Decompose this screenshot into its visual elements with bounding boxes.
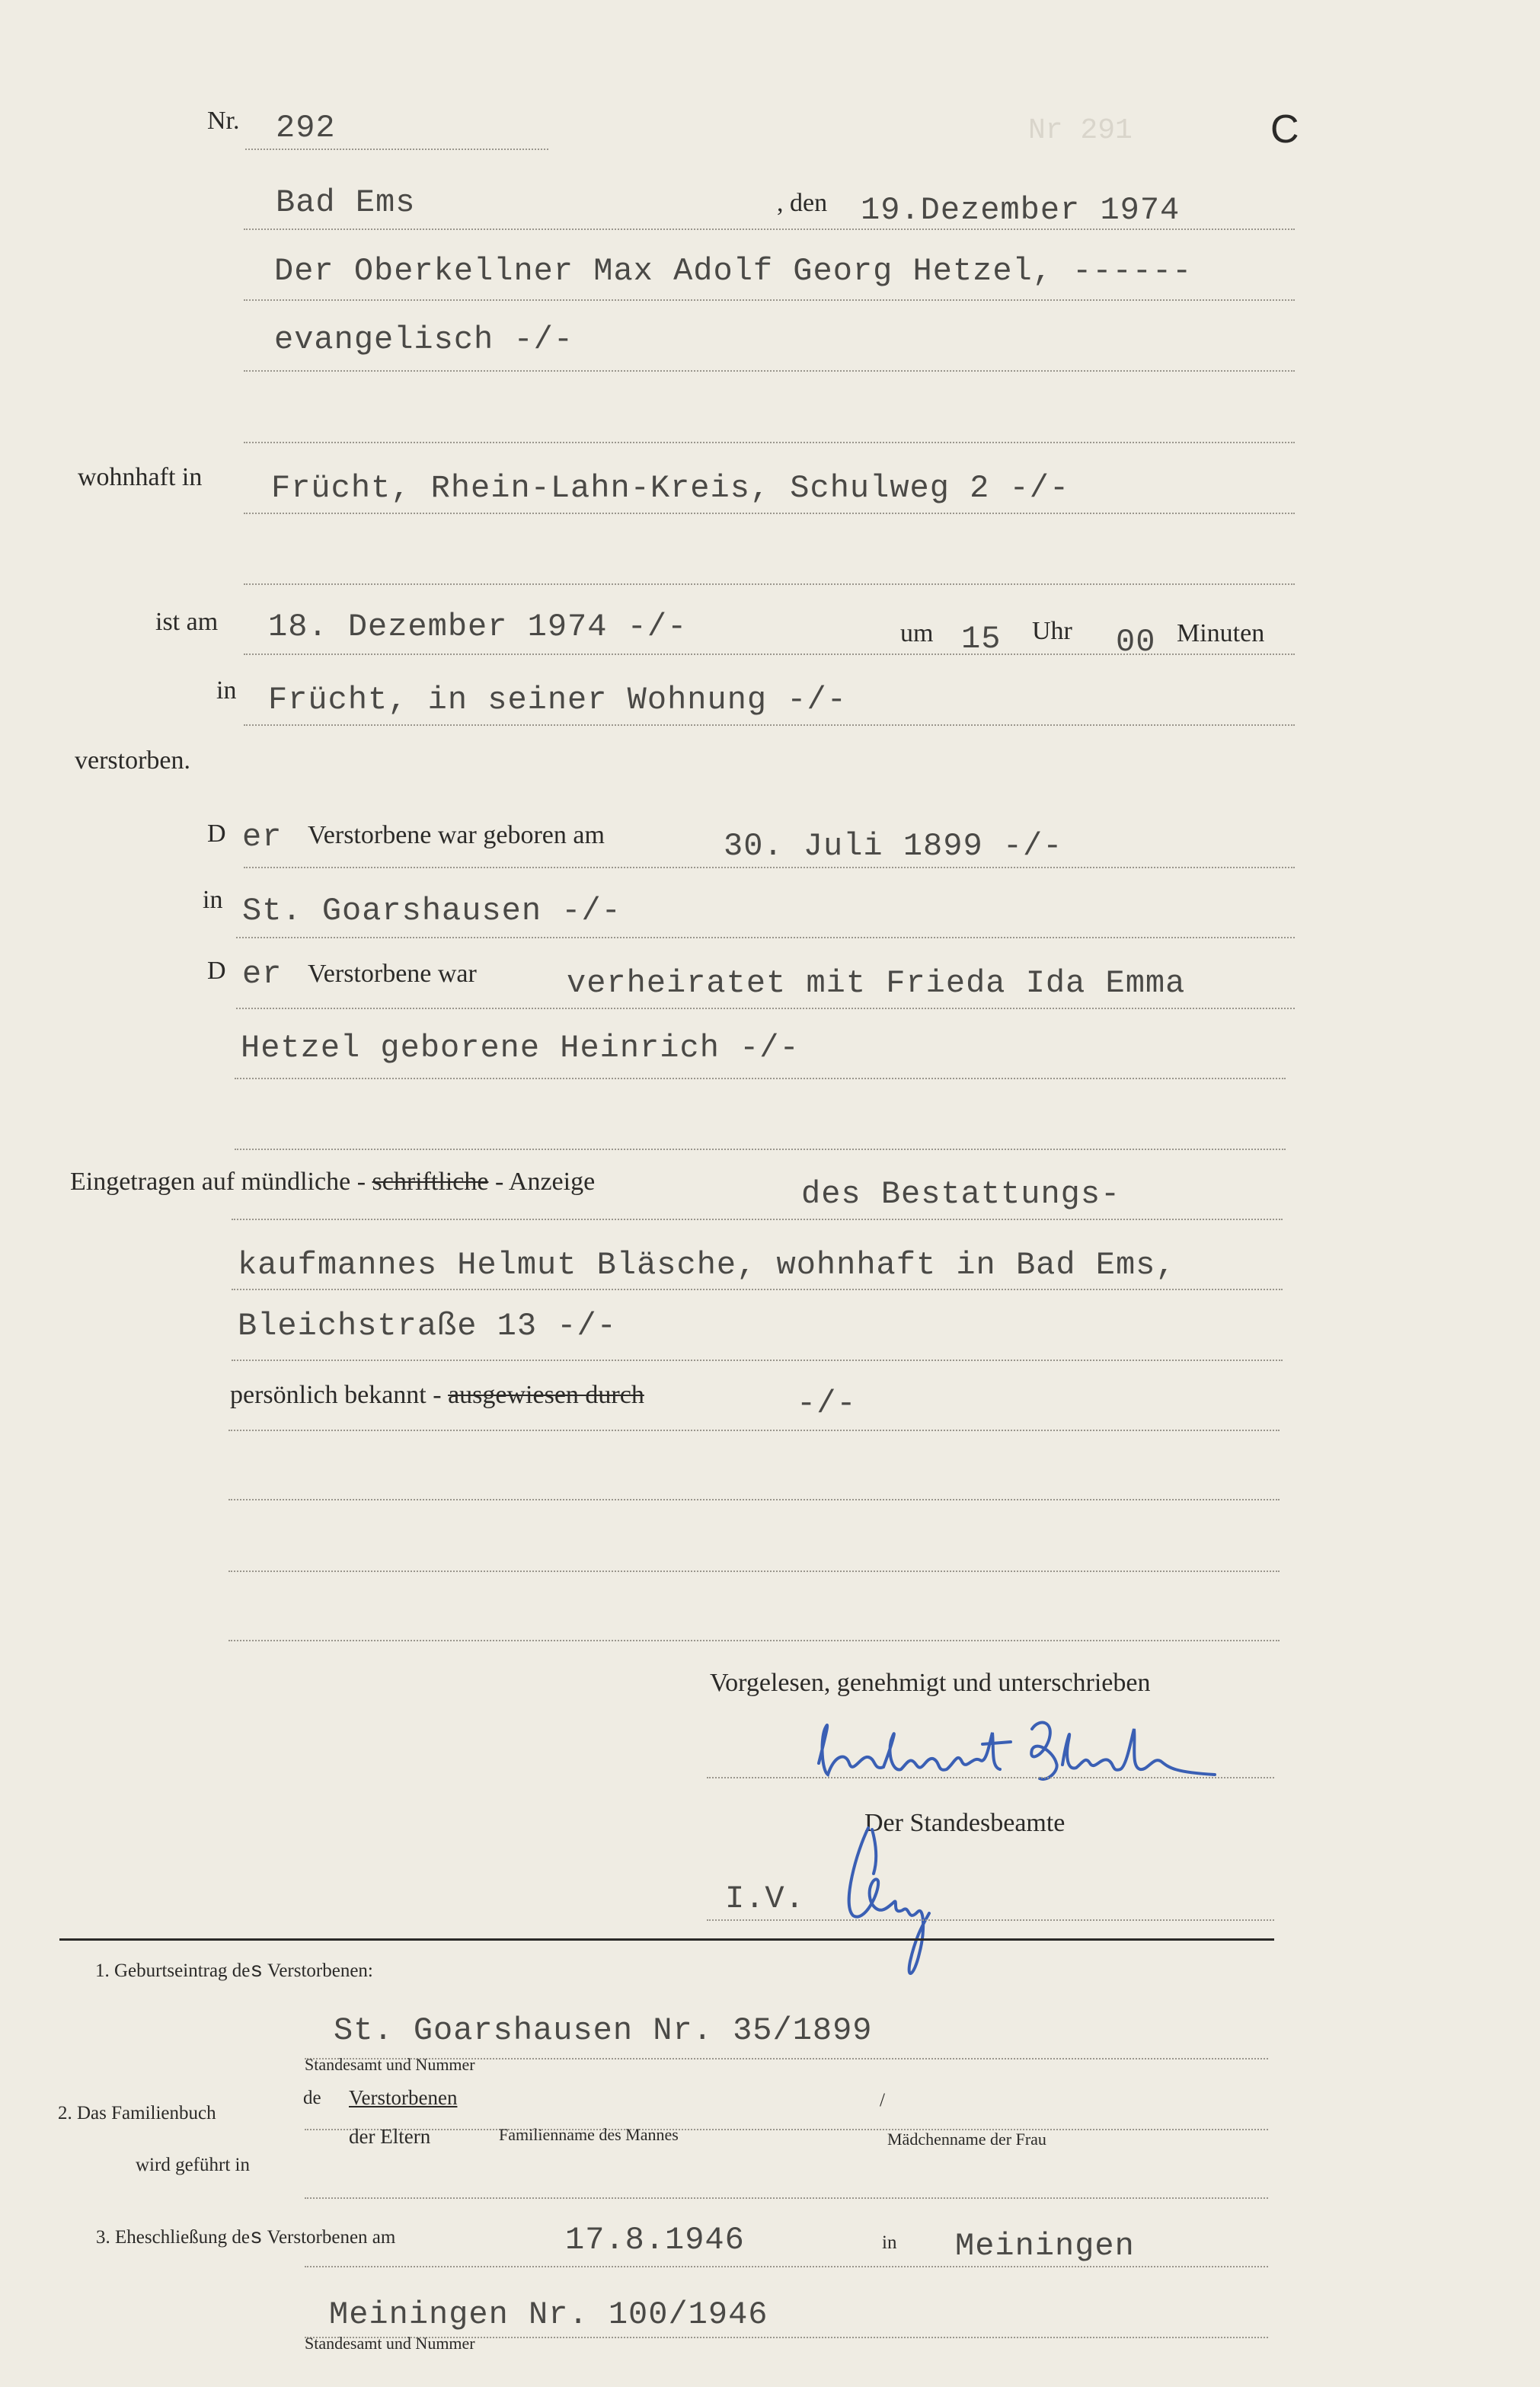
birth-entry-label [95, 1961, 373, 1983]
family-book-deceased: Verstorbenen [349, 2086, 458, 2109]
place: Bad Ems [276, 184, 416, 221]
minutes-label: Minuten [1177, 619, 1265, 647]
record-number: 292 [276, 110, 336, 146]
informant-line-3: Bleichstraße 13 -/- [238, 1308, 617, 1344]
read-approved-label: Vorgelesen, genehmigt und unterschrieben [710, 1669, 1151, 1697]
in-label-2: in [203, 886, 223, 914]
death-place: Frücht, in seiner Wohnung -/- [268, 682, 847, 718]
corner-letter: C [1270, 107, 1299, 152]
er-suffix-2: er [242, 956, 283, 992]
line-19 [228, 1571, 1280, 1572]
line-7 [244, 653, 1295, 655]
family-book-label: 2. Das Familienbuch [58, 2103, 216, 2123]
known-value: -/- [797, 1385, 857, 1422]
line-1 [244, 228, 1295, 230]
line-4 [244, 442, 1295, 443]
known-label [230, 1382, 644, 1408]
birth-entry-s: s [250, 1960, 264, 1983]
marriage-label [96, 2228, 395, 2249]
footer-line-4 [305, 2266, 1268, 2267]
family-book-parents: der Eltern [349, 2125, 431, 2148]
line-11 [236, 1008, 1295, 1009]
line-13 [235, 1149, 1286, 1150]
residence: Frücht, Rhein-Lahn-Kreis, Schulweg 2 -/- [271, 470, 1070, 506]
line-14 [232, 1219, 1283, 1220]
marriage-place: Meiningen [955, 2228, 1135, 2264]
er-suffix-1: er [242, 819, 283, 855]
marriage-registry: Meiningen Nr. 100/1946 [329, 2296, 768, 2333]
death-date: 18. Dezember 1974 -/- [268, 609, 688, 645]
signature-line-2 [707, 1919, 1274, 1921]
known-struck: ausgewiesen durch [448, 1381, 644, 1409]
bleed-through-text: Nr 291 [1028, 114, 1133, 147]
married-line-1: verheiratet mit Frieda Ida Emma [567, 965, 1186, 1002]
signature-line-1 [707, 1777, 1274, 1778]
informant-line-2: kaufmannes Helmut Bläsche, wohnhaft in Bad Ems, [238, 1247, 1176, 1283]
hour-prefix: um [900, 619, 934, 647]
death-hour: 15 [961, 621, 1002, 657]
birth-entry-label-text: 1. Geburtseintrag de [95, 1960, 251, 1981]
registry-caption-2: Standesamt und Nummer [305, 2334, 475, 2353]
married-line-2: Hetzel geborene Heinrich -/- [241, 1030, 800, 1066]
registered-after: - Anzeige [494, 1168, 596, 1196]
nr-label: Nr. [207, 107, 240, 135]
registered-label-text: Eingetragen auf mündliche - [70, 1168, 366, 1196]
marriage-date: 17.8.1946 [565, 2222, 745, 2258]
known-label-text: persönlich bekannt - [230, 1381, 442, 1409]
family-book-de: de [303, 2088, 321, 2108]
line-6 [244, 583, 1295, 585]
footer-line-3 [305, 2197, 1268, 2199]
footer-rule [59, 1938, 1274, 1941]
line-12 [235, 1078, 1286, 1079]
family-book-slash: / [880, 2090, 885, 2111]
date-label: , den [777, 189, 828, 217]
registry-caption-1: Standesamt und Nummer [305, 2055, 475, 2074]
line-16 [232, 1360, 1283, 1361]
registered-label [70, 1169, 595, 1195]
line-20 [228, 1640, 1280, 1641]
line-2 [244, 299, 1295, 301]
marriage-label-text: 3. Eheschließung de [96, 2227, 251, 2248]
line-8 [244, 724, 1295, 726]
marriage-s: s [250, 2226, 263, 2250]
line-5 [244, 513, 1295, 514]
hour-label: Uhr [1032, 617, 1072, 645]
husband-caption: Familienname des Mannes [499, 2125, 679, 2144]
registrar-label: Der Standesbeamte [864, 1809, 1066, 1837]
line-3 [244, 370, 1295, 372]
iv-marker: I.V. [725, 1881, 805, 1917]
birth-entry-suffix: Verstorbenen: [267, 1960, 373, 1981]
declarant-line-2: evangelisch -/- [274, 321, 574, 358]
married-label: Verstorbene war [308, 960, 477, 988]
marriage-in: in [882, 2232, 897, 2253]
declarant-line-1: Der Oberkellner Max Adolf Georg Hetzel, ------ [274, 253, 1193, 289]
d-prefix-1: D [207, 820, 226, 848]
line-17 [228, 1430, 1280, 1431]
born-label: Verstorbene war geboren am [308, 821, 605, 849]
line-18 [228, 1499, 1280, 1500]
death-minutes: 00 [1116, 624, 1156, 660]
nr-line [245, 149, 548, 150]
in-label: in [216, 676, 237, 705]
marriage-suffix: Verstorbenen am [267, 2227, 396, 2248]
birth-date: 30. Juli 1899 -/- [724, 828, 1063, 864]
registered-struck: schriftliche [372, 1168, 489, 1196]
birth-entry-value: St. Goarshausen Nr. 35/1899 [334, 2012, 873, 2049]
footer-line-2 [305, 2129, 1268, 2130]
birth-place: St. Goarshausen -/- [242, 893, 621, 929]
record-date: 19.Dezember 1974 [861, 192, 1181, 228]
line-10 [236, 937, 1295, 938]
line-15 [232, 1289, 1283, 1290]
line-9 [244, 867, 1295, 868]
d-prefix-2: D [207, 957, 226, 985]
informant-line-1: des Bestattungs- [801, 1176, 1121, 1213]
kept-in-label: wird geführt in [136, 2155, 250, 2175]
death-date-label: ist am [155, 608, 219, 636]
wife-caption: Mädchenname der Frau [887, 2130, 1046, 2149]
residence-label: wohnhaft in [78, 463, 203, 491]
died-label: verstorben. [75, 746, 191, 775]
registrar-signature [834, 1820, 963, 1984]
informant-signature [811, 1710, 1222, 1794]
